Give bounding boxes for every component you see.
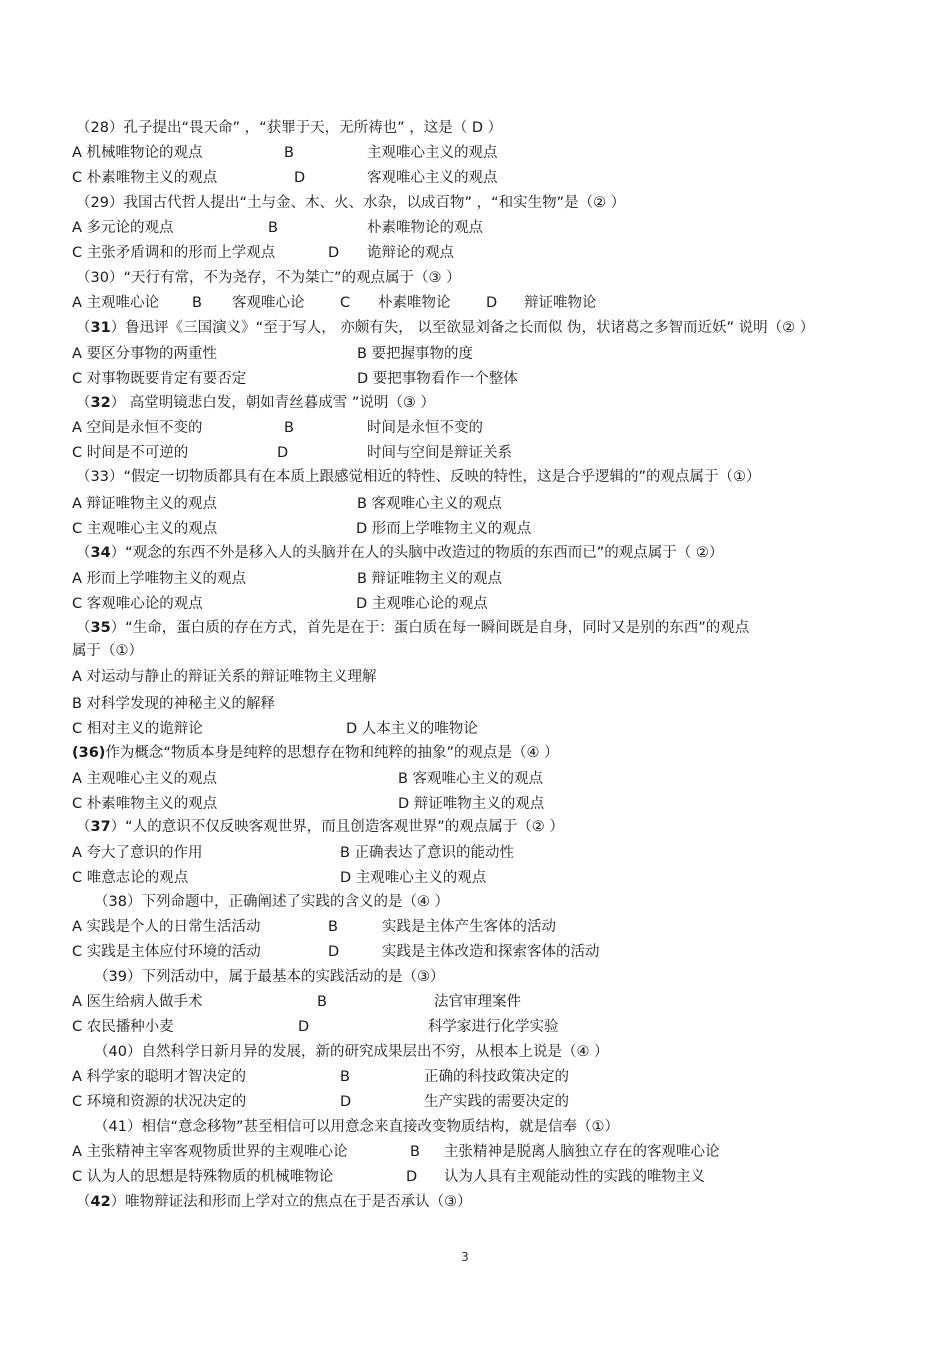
question-35-options-row3 <box>72 718 890 740</box>
option-b-letter: B <box>284 420 294 436</box>
option-c: C 环境和资源的状况决定的 <box>72 1094 247 1110</box>
question-32-options-row1 <box>72 417 890 439</box>
question-39-options-row2 <box>72 1016 890 1038</box>
option-c: C 客观唯心论的观点 <box>72 596 203 612</box>
option-a: A 主张精神主宰客观物质世界的主观唯心论 <box>72 1144 348 1160</box>
page-number: 3 <box>461 1250 469 1264</box>
question-28-options-row1 <box>72 142 890 164</box>
question-40-options-row1 <box>72 1066 890 1088</box>
question-32-stem: （32） 高堂明镜悲白发，朝如青丝暮成雪 ”说明（③ ） <box>76 395 436 411</box>
option-b-letter: B <box>410 1144 420 1160</box>
question-37-options-row1 <box>72 842 890 864</box>
question-29-options-row1 <box>72 217 890 239</box>
option-d: D 辩证唯物主义的观点 <box>398 796 545 812</box>
question-30-stem: （30）“天行有常，不为尧存，不为桀亡”的观点属于（③ ） <box>76 270 461 286</box>
option-c: C 时间是不可逆的 <box>72 445 189 461</box>
option-d-letter: D <box>328 245 340 261</box>
question-30-options <box>72 292 890 314</box>
question-36-options-row1 <box>72 768 890 790</box>
question-40-stem: （40）自然科学日新月异的发展，新的研究成果层出不穷，从根本上说是（④ ） <box>94 1044 609 1060</box>
option-d-letter: D <box>406 1169 418 1185</box>
question-34-stem: （34）“观念的东西不外是移入人的头脑并在人的头脑中改造过的物质的东西而已”的观点属于（ ②） <box>76 545 724 561</box>
question-35-stem-line2: 属于（①） <box>72 643 143 659</box>
option-c: C 主观唯心主义的观点 <box>72 521 218 537</box>
option-b: 主张精神是脱离人脑独立存在的客观唯心论 <box>444 1144 720 1160</box>
question-36-stem: (36)作为概念“物质本身是纯粹的思想存在物和纯粹的抽象”的观点是（④ ） <box>72 745 559 761</box>
option-b: B 客观唯心主义的观点 <box>357 496 503 512</box>
question-31-stem: （31）鲁迅评《三国演义》“至于写人， 亦颇有失， 以至欲显刘备之长而似 伪，状诸葛之多智而近妖” 说明（② ） <box>76 320 815 336</box>
question-39-options-row1 <box>72 991 890 1013</box>
option-d-letter: D <box>486 295 498 311</box>
option-a: A 实践是个人的日常生活活动 <box>72 919 261 935</box>
option-c: C 朴素唯物主义的观点 <box>72 796 218 812</box>
option-c: C 朴素唯物主义的观点 <box>72 170 218 186</box>
option-d: D 主观唯心主义的观点 <box>340 870 487 886</box>
question-38-options-row1 <box>72 916 890 938</box>
question-38-options-row2 <box>72 941 890 963</box>
option-a: A 空间是永恒不变的 <box>72 420 203 436</box>
question-29-stem: （29）我国古代哲人提出“土与金、木、火、水杂，以成百物” ，“和实生物”是（② ） <box>76 195 626 211</box>
option-b: 正确的科技政策决定的 <box>424 1069 569 1085</box>
option-b: 法官审理案件 <box>434 994 521 1010</box>
question-42-stem: （42）唯物辩证法和形而上学对立的焦点在于是否承认（③） <box>76 1194 472 1210</box>
question-37-options-row2 <box>72 867 890 889</box>
option-b: 主观唯心主义的观点 <box>367 145 498 161</box>
question-32-options-row2 <box>72 442 890 464</box>
question-33-options-row2 <box>72 518 890 540</box>
option-b: 时间是永恒不变的 <box>367 420 483 436</box>
option-b-letter: B <box>328 919 338 935</box>
option-d: D 形而上学唯物主义的观点 <box>356 521 532 537</box>
option-d: D 人本主义的唯物论 <box>346 721 478 737</box>
option-b-letter: B <box>340 1069 350 1085</box>
option-c: C 对事物既要肯定有要否定 <box>72 371 247 387</box>
question-35-stem: （35）“生命，蛋白质的存在方式，首先是在于：蛋白质在每一瞬间既是自身，同时又是别的东西”的观点 <box>76 620 750 636</box>
option-d: D 主观唯心论的观点 <box>356 596 488 612</box>
option-b-letter: B <box>317 994 327 1010</box>
option-a: A 医生给病人做手术 <box>72 994 203 1010</box>
question-38-stem: （38）下列命题中，正确阐述了实践的含义的是（④ ） <box>94 894 450 910</box>
option-b: 客观唯心论 <box>232 295 305 311</box>
question-40-options-row2 <box>72 1091 890 1113</box>
option-a: A 辩证唯物主义的观点 <box>72 496 218 512</box>
question-41-stem: （41）相信“意念移物”甚至相信可以用意念来直接改变物质结构，就是信奉（①） <box>94 1119 619 1135</box>
option-d: 辩证唯物论 <box>524 295 597 311</box>
option-c: 朴素唯物论 <box>378 295 451 311</box>
question-31-options-row2 <box>72 368 890 390</box>
option-d: 时间与空间是辩证关系 <box>367 445 512 461</box>
option-b-letter: B <box>192 295 202 311</box>
option-c: C 相对主义的诡辩论 <box>72 721 203 737</box>
question-35-option-a: A 对运动与静止的辩证关系的辩证唯物主义理解 <box>72 669 377 685</box>
question-34-options-row1 <box>72 568 890 590</box>
option-a: A 形而上学唯物主义的观点 <box>72 571 247 587</box>
option-a: A 科学家的聪明才智决定的 <box>72 1069 247 1085</box>
option-b: 朴素唯物论的观点 <box>367 220 483 236</box>
option-a: A 多元论的观点 <box>72 220 174 236</box>
option-c: C 农民播种小麦 <box>72 1019 174 1035</box>
question-33-stem: （33）“假定一切物质都具有在本质上跟感觉相近的特性、反映的特性，这是合乎逻辑的”的观点属于（①） <box>76 469 761 485</box>
option-d: 客观唯心主义的观点 <box>367 170 498 186</box>
question-28-options-row2 <box>72 167 890 189</box>
option-b: B 正确表达了意识的能动性 <box>340 845 515 861</box>
option-d: 实践是主体改造和探索客体的活动 <box>382 944 600 960</box>
option-a: A 机械唯物论的观点 <box>72 145 203 161</box>
question-36-options-row2 <box>72 793 890 815</box>
option-d-letter: D <box>294 170 306 186</box>
option-d: D 要把事物看作一个整体 <box>357 371 518 387</box>
option-d: 生产实践的需要决定的 <box>424 1094 569 1110</box>
option-b: B 辩证唯物主义的观点 <box>357 571 503 587</box>
option-c: C 唯意志论的观点 <box>72 870 189 886</box>
option-d-letter: D <box>340 1094 352 1110</box>
question-39-stem: （39）下列活动中，属于最基本的实践活动的是（③） <box>94 969 445 985</box>
option-d-letter: D <box>328 944 340 960</box>
option-b: B 要把握事物的度 <box>357 346 474 362</box>
option-b-letter: B <box>268 220 278 236</box>
option-d-letter: D <box>298 1019 310 1035</box>
option-b: B 客观唯心主义的观点 <box>398 771 544 787</box>
option-b: 实践是主体产生客体的活动 <box>382 919 556 935</box>
option-d: 诡辩论的观点 <box>367 245 454 261</box>
option-a: A 夸大了意识的作用 <box>72 845 203 861</box>
option-a: A 主观唯心主义的观点 <box>72 771 218 787</box>
option-a: A 主观唯心论 <box>72 295 160 311</box>
option-c: C 认为人的思想是特殊物质的机械唯物论 <box>72 1169 334 1185</box>
question-28-stem: （28）孔子提出“畏天命” ，“获罪于天，无所祷也” ，这是（ D ） <box>76 120 503 136</box>
option-c: C 实践是主体应付环境的活动 <box>72 944 261 960</box>
option-d: 认为人具有主观能动性的实践的唯物主义 <box>444 1169 705 1185</box>
option-c: C 主张矛盾调和的形而上学观点 <box>72 245 276 261</box>
question-37-stem: （37）“人的意识不仅反映客观世界，而且创造客观世界”的观点属于（② ） <box>76 819 564 835</box>
question-41-options-row2 <box>72 1166 890 1188</box>
option-c-letter: C <box>340 295 351 311</box>
option-a: A 要区分事物的两重性 <box>72 346 218 362</box>
option-d: 科学家进行化学实验 <box>428 1019 559 1035</box>
question-31-options-row1 <box>72 343 890 365</box>
question-35-option-b: B 对科学发现的神秘主义的解释 <box>72 696 276 712</box>
option-b-letter: B <box>284 145 294 161</box>
option-d-letter: D <box>277 445 289 461</box>
question-34-options-row2 <box>72 593 890 615</box>
question-41-options-row1 <box>72 1141 890 1163</box>
question-33-options-row1 <box>72 493 890 515</box>
question-29-options-row2 <box>72 242 890 264</box>
